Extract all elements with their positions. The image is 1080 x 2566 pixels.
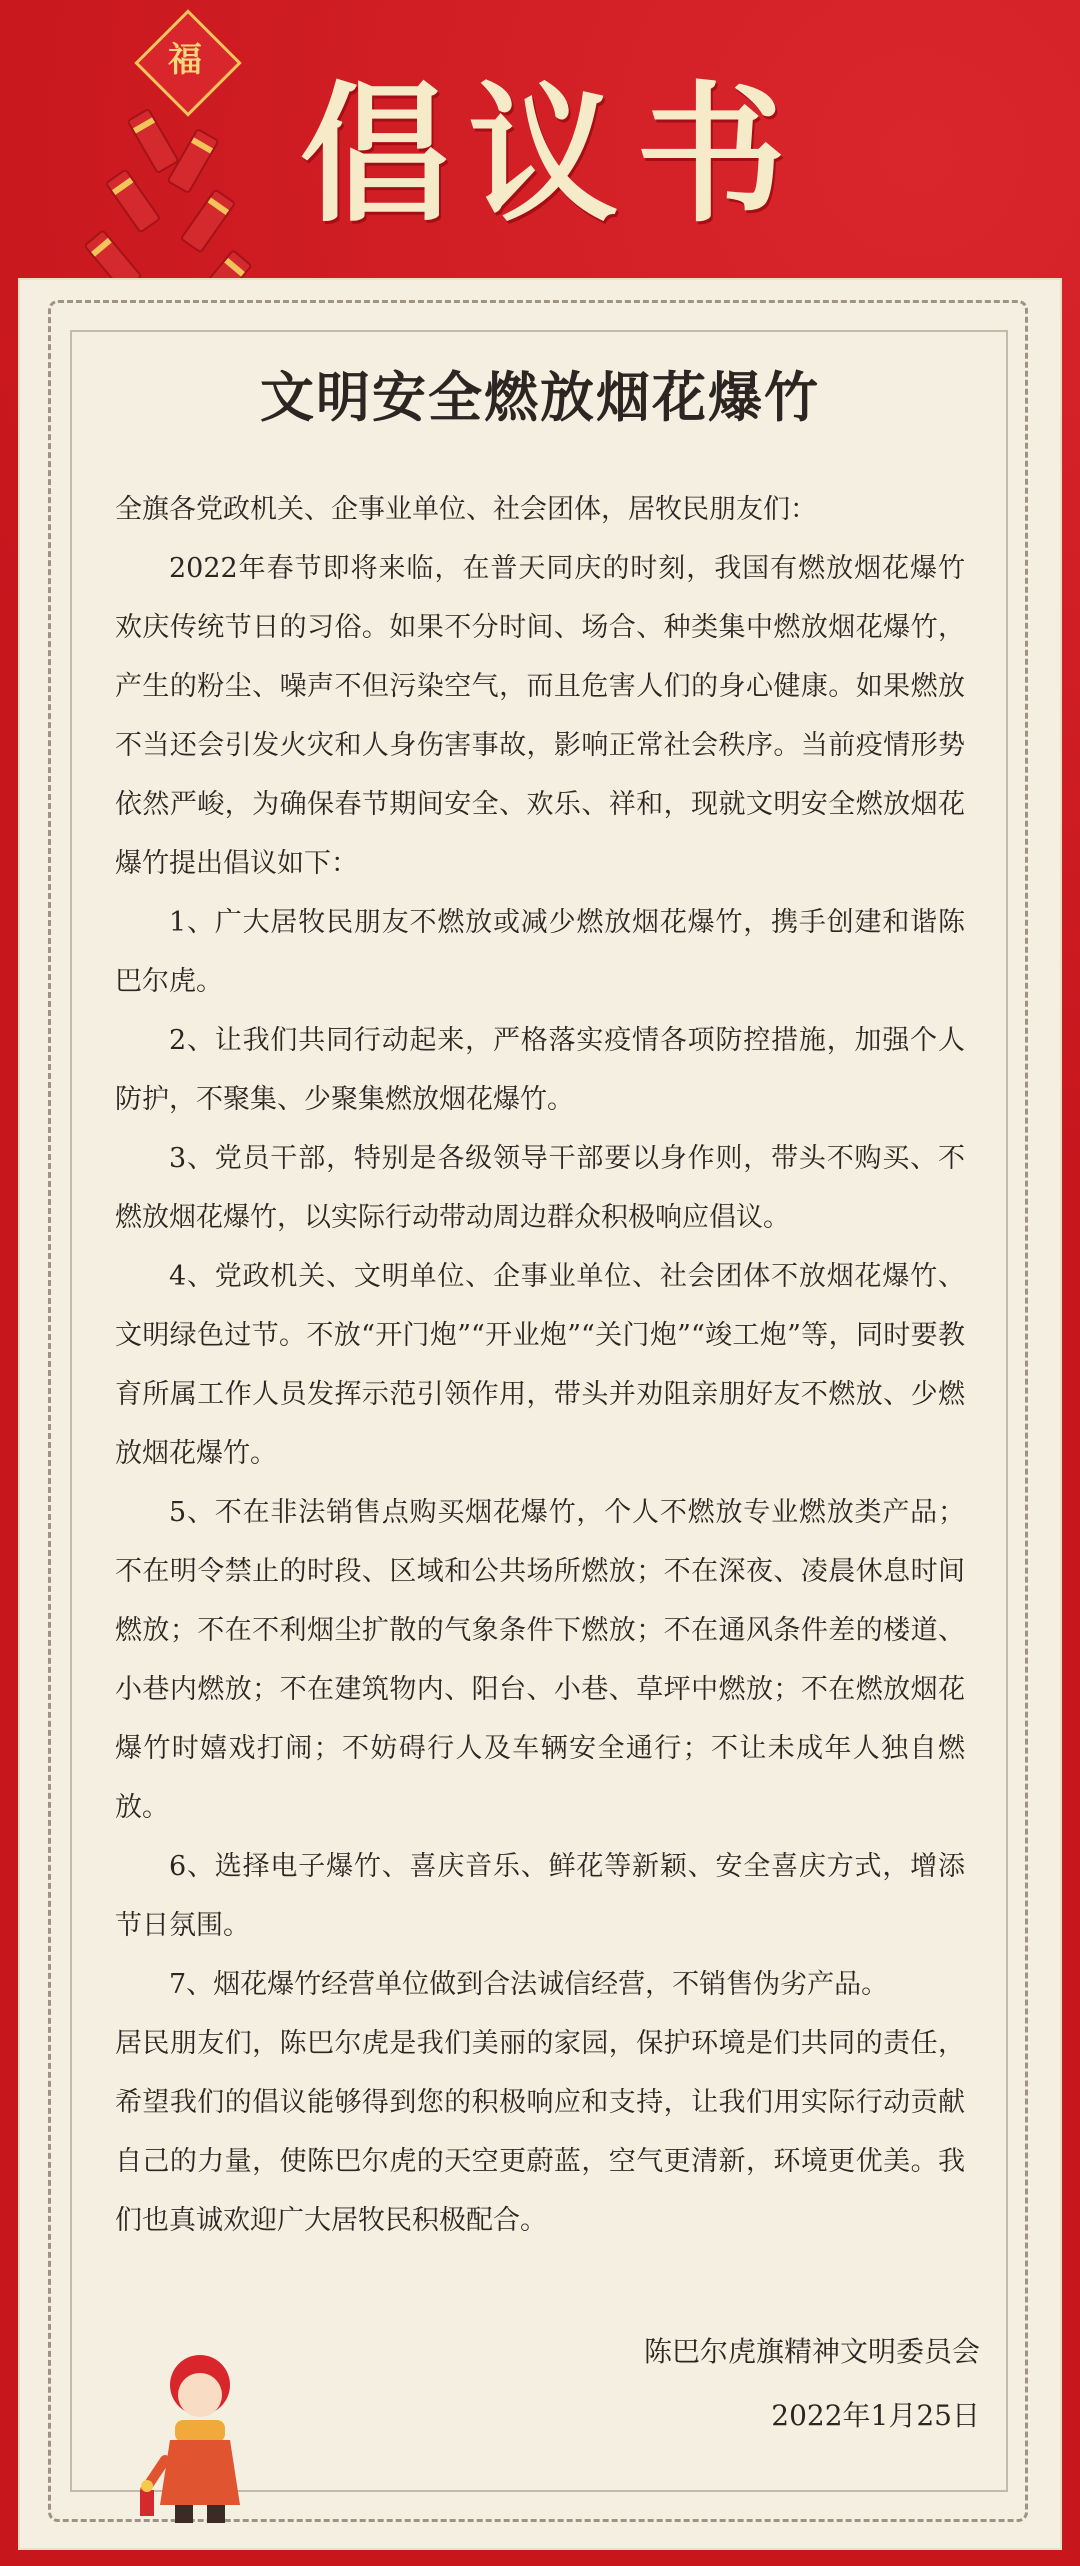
paragraph-item-1: 1、广大居牧民朋友不燃放或减少燃放烟花爆竹，携手创建和谐陈巴尔虎。 [115,907,965,997]
girl-illustration-icon [140,2340,290,2530]
date: 2022年1月25日 [771,2399,980,2432]
page-title: 倡议书 [300,67,805,243]
paragraph-intro: 2022年春节即将来临，在普天同庆的时刻，我国有燃放烟花爆竹欢庆传统节日的习俗。如果不分时间、场合、种类集中燃放烟花爆竹，产生的粉尘、噪声不但污染空气，而且危害人们的身心健康。如果燃放不当还会引发火灾和人身伤害事故，影响正常社会秩序。当前疫情形势依然严峻，为确保春节期间安全、欢乐、祥和，现就文明安全燃放烟花爆竹提出倡议如下： [115,553,965,879]
salutation: 全旗各党政机关、企事业单位、社会团体，居牧民朋友们： [115,494,817,525]
signature-block [644,2320,980,2448]
paragraph-item-4: 4、党政机关、文明单位、企事业单位、社会团体不放烟花爆竹、文明绿色过节。不放“开门炮”“开业炮”“关门炮”“竣工炮”等，同时要教育所属工作人员发挥示范引领作用，带头并劝阻亲朋好友不燃放、少燃放烟花爆竹。 [115,1261,965,1469]
paragraph-item-6: 6、选择电子爆竹、喜庆音乐、鲜花等新颖、安全喜庆方式，增添节日氛围。 [115,1851,965,1941]
fu-charm-text: 福 [168,40,202,80]
paragraph-item-7: 7、烟花爆竹经营单位做到合法诚信经营，不销售伪劣产品。 [169,1969,889,2000]
paragraph-item-2: 2、让我们共同行动起来，严格落实疫情各项防控措施，加强个人防护，不聚集、少聚集燃放烟花爆竹。 [115,1025,965,1115]
document-body [115,480,965,2250]
paragraph-item-3: 3、党员干部，特别是各级领导干部要以身作则，带头不购买、不燃放烟花爆竹，以实际行动带动周边群众积极响应倡议。 [115,1143,965,1233]
document-subtitle: 文明安全燃放烟花爆竹 [260,366,820,429]
paragraph-item-5: 5、不在非法销售点购买烟花爆竹，个人不燃放专业燃放类产品；不在明令禁止的时段、区域和公共场所燃放；不在深夜、凌晨休息时间燃放；不在不利烟尘扩散的气象条件下燃放；不在通风条件差的楼道、小巷内燃放；不在建筑物内、阳台、小巷、草坪中燃放；不在燃放烟花爆竹时嬉戏打闹；不妨碍行人及车辆安全通行；不让未成年人独自燃放。 [115,1497,965,1823]
signature: 陈巴尔虎旗精神文明委员会 [643,2335,980,2368]
closing-paragraph: 居民朋友们，陈巴尔虎是我们美丽的家园，保护环境是们共同的责任，希望我们的倡议能够得到您的积极响应和支持，让我们用实际行动贡献自己的力量，使陈巴尔虎的天空更蔚蓝，空气更清新，环境更优美。我们也真诚欢迎广大居牧民积极配合。 [115,2028,965,2236]
